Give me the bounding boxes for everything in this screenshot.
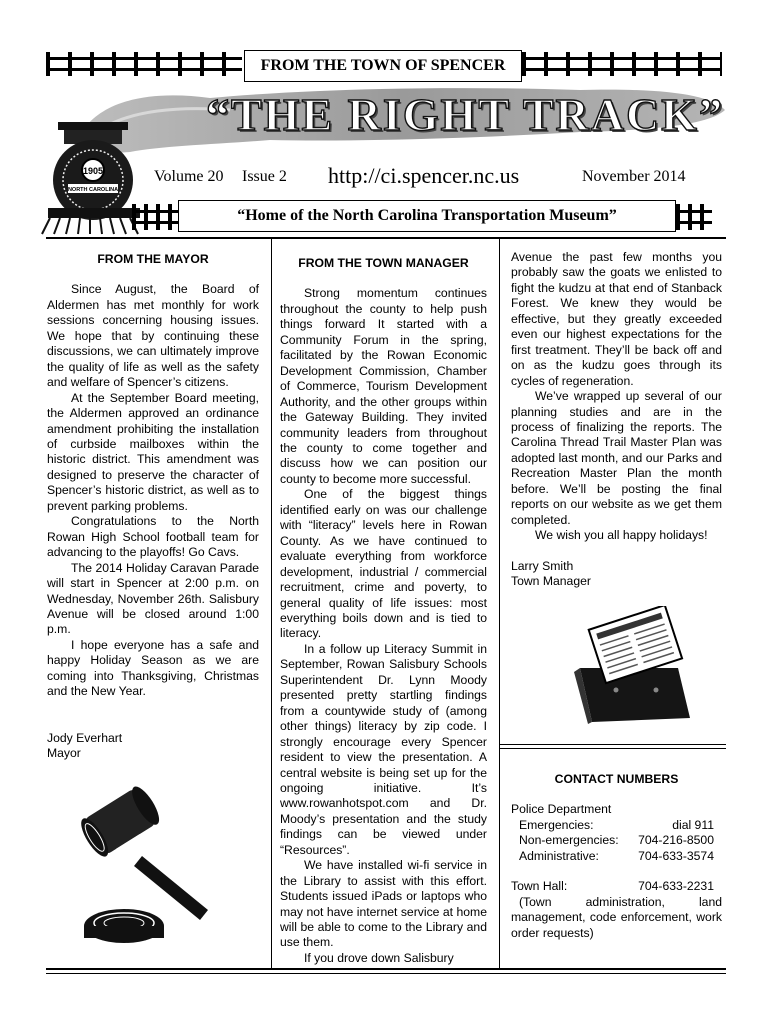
police-department-label: Police Department	[511, 802, 612, 817]
town-hall-note: (Town administration, land management, code enforcement, work order requests)	[511, 894, 722, 940]
manager-signature-title: Town Manager	[511, 574, 591, 589]
railroad-track-left-small	[132, 204, 178, 230]
issue-label: Issue 2	[242, 168, 287, 185]
manager-paragraph: Strong momentum continues throughout the county to help push things forward It started with a Community Forum in the spring, facilitated by the Rowan Economic Development Commission, Chamber of Commerce, Tourism Development Authority, and the other groups within the Gateway Building. They invited community leaders from throughout the county to come together and discuss how we can position our county to become more successful.	[280, 286, 487, 486]
footer-rule-1	[46, 968, 726, 970]
svg-text:1905: 1905	[82, 166, 104, 176]
from-town-banner	[244, 50, 522, 82]
mayor-paragraph: The 2014 Holiday Caravan Parade will start in Spencer at 2:00 p.m. on Wednesday, November 26th. Salisbury Avenue will be closed around 1:00 p.m.	[47, 560, 259, 637]
contacts-divider-2	[499, 748, 726, 749]
manager-continued-column	[511, 250, 722, 590]
manager-paragraph: We have installed wi-fi service in the Library to assist with this effort. Students issued iPads or laptops who may not have internet service at home will be able to come to the Library and use them.	[280, 858, 487, 950]
website-url: http://ci.spencer.nc.us	[328, 163, 520, 188]
contact-value: dial 911	[672, 817, 714, 832]
svg-text:NORTH CAROLINA: NORTH CAROLINA	[67, 187, 119, 193]
footer-rule-2	[46, 973, 726, 974]
contact-row-administrative	[511, 849, 722, 864]
mayor-paragraph: Since August, the Board of Aldermen has met monthly for work sessions concerning housing issues. We hope that by continuing these discussions, we can ultimately improve the quality of life as well as the safety and welfare of Spencer’s citizens.	[47, 282, 259, 390]
volume-label: Volume 20	[154, 168, 224, 185]
gavel-icon	[80, 786, 220, 954]
manager-continued-paragraph: We wish you all happy holidays!	[535, 528, 708, 543]
contact-row-non-emergencies	[511, 833, 722, 848]
column-divider-left	[271, 239, 272, 970]
contact-label: Administrative:	[519, 848, 599, 863]
mayor-signature-title: Mayor	[47, 746, 81, 761]
contact-label: Emergencies:	[519, 817, 594, 832]
contact-label: Non-emergencies:	[519, 833, 619, 848]
contact-row-town-hall	[511, 879, 722, 894]
contacts-section	[511, 772, 722, 941]
manager-column	[280, 256, 487, 966]
from-town-text: FROM THE TOWN OF SPENCER	[260, 57, 506, 74]
mayor-heading: FROM THE MAYOR	[97, 252, 209, 266]
manager-paragraph: In a follow up Literacy Summit in September, Rowan Salisbury Schools Superintendent Dr. Lynn Moody presented pretty startling findings from a countywide study of (among other things) literacy by zip code. I strongly encourage every Spencer resident to view the presentation. A central website is being set up for the ongoing initiative. It’s www.rowanhotspot.com and Dr. Moody’s presentation and the study findings can be viewed under “Resources”.	[280, 641, 487, 857]
tagline-text: “Home of the North Carolina Transportation Museum”	[237, 207, 617, 224]
manager-heading: FROM THE TOWN MANAGER	[298, 256, 469, 270]
railroad-track-right	[522, 52, 722, 76]
manager-continued-paragraph: Avenue the past few months you probably saw the goats we enlisted to fight the kudzu at that end of Stanback Forest. We knew they would be effective, but they greatly exceeded even our highest expectations for the first treatment. They’ll be back off and on as the kudzu goes through its cycles of regeneration.	[511, 250, 722, 388]
mayor-column	[47, 252, 259, 762]
masthead-divider	[46, 237, 726, 239]
manager-continued-paragraph: We’ve wrapped up several of our planning studies and are in the process of finalizing the reports. The Carolina Thread Trail Master Plan was adopted last month, and our Parks and Recreation Master Plan the month before. We’ll be posting the final reports on our website as we get them completed.	[511, 389, 722, 527]
column-divider-right	[499, 239, 500, 970]
mayor-paragraph: I hope everyone has a safe and happy Holiday Season as we are coming into Thanksgiving, Christmas and the New Year.	[47, 637, 259, 699]
contacts-divider-1	[499, 744, 726, 745]
briefcase-newspaper-icon	[566, 606, 704, 728]
manager-signature-name: Larry Smith	[511, 558, 574, 573]
railroad-track-left	[46, 52, 242, 76]
issue-date: November 2014	[582, 168, 686, 185]
railroad-track-right-small	[676, 204, 712, 230]
contact-value: 704-216-8500	[638, 833, 714, 848]
contact-label: Town Hall:	[511, 879, 568, 894]
manager-paragraph: One of the biggest things identified early on was our challenge with “literacy” levels here in Rowan County. As we have continued to evaluate everything from workforce development, industrial / commercial recruitment, crime and poverty, to general quality of life issues: most everything boils down and is tied to literacy.	[280, 487, 487, 641]
contacts-heading: CONTACT NUMBERS	[554, 772, 679, 786]
tagline-banner	[178, 200, 676, 232]
mayor-paragraph: At the September Board meeting, the Aldermen approved an ordinance amendment prohibiting the installation of curbside mailboxes within the historic district. This amendment was designed to preserve the character of Spencer’s historic district, as well as to prevent parking problems.	[47, 390, 259, 513]
contact-value: 704-633-2231	[638, 879, 714, 894]
mayor-paragraph: Congratulations to the North Rowan High School football team for advancing to the playoffs! Go Cavs.	[47, 514, 259, 560]
mayor-signature-name: Jody Everhart	[47, 730, 123, 745]
contact-row-emergencies	[511, 818, 722, 833]
manager-paragraph: If you drove down Salisbury	[304, 950, 454, 965]
newsletter-title: “THE RIGHT TRACK”	[206, 89, 724, 140]
contact-value: 704-633-3574	[638, 848, 714, 863]
